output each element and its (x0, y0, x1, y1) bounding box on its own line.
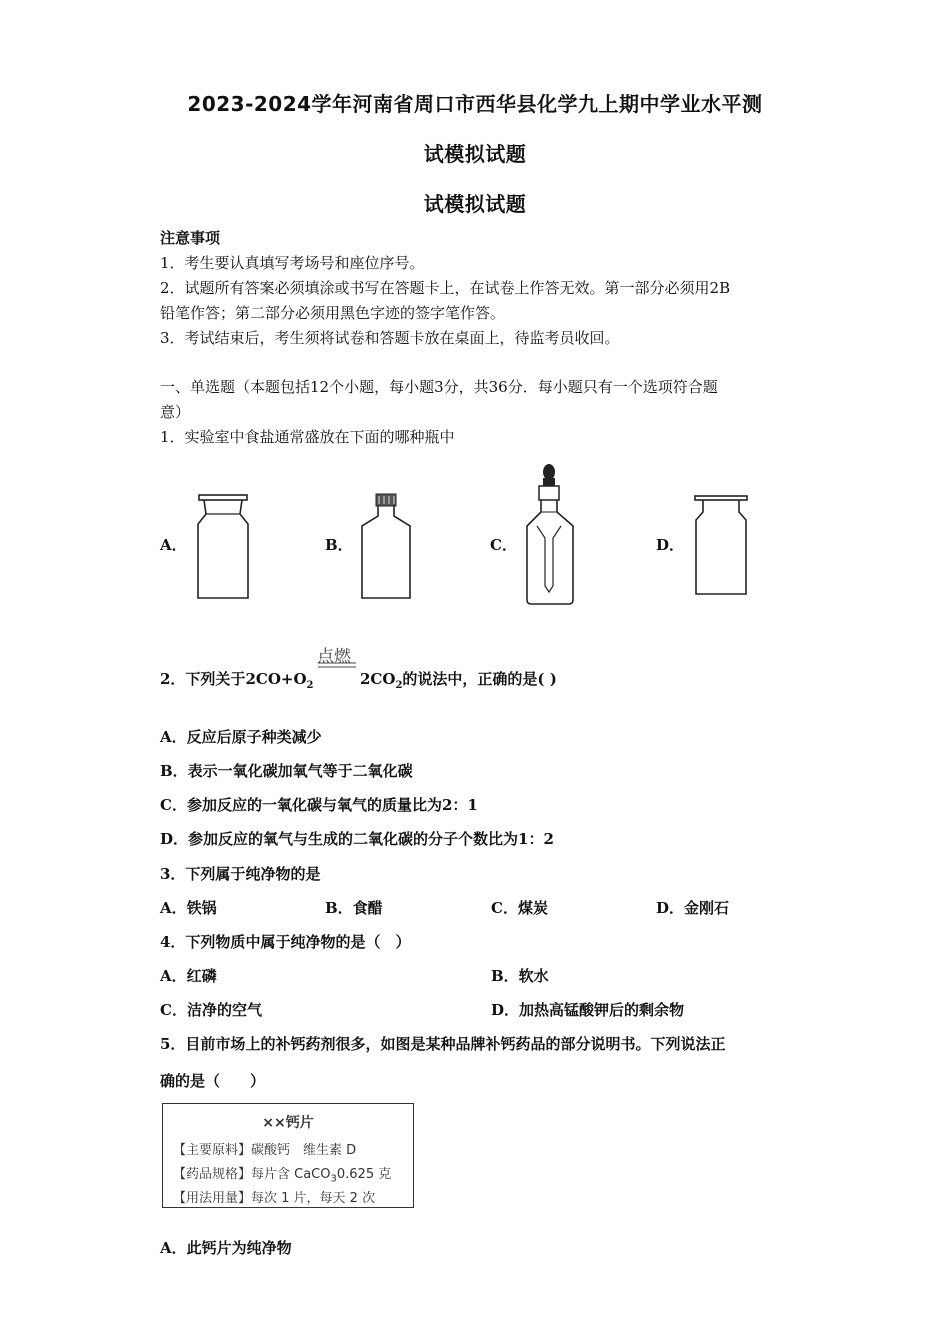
notice-item-1: 1．考生要认真填写考场号和座位序号。 (160, 254, 425, 272)
q2-product: 2CO (360, 670, 396, 688)
section-heading-b: 意） (160, 403, 191, 421)
equals-double-line-icon (318, 662, 356, 668)
q1-option-d-label: D． (656, 536, 685, 554)
q2-option-a: A．反应后原子种类减少 (160, 728, 322, 746)
q5-option-a: A．此钙片为纯净物 (160, 1239, 292, 1257)
q2-option-b: B．表示一氧化碳加氧气等于二氧化碳 (160, 762, 413, 780)
notice-heading: 注意事项 (160, 229, 221, 247)
question-4-stem: 4．下列物质中属于纯净物的是（ ） (160, 933, 411, 951)
notice-item-3: 3．考试结束后，考生须将试卷和答题卡放在桌面上，待监考员收回。 (160, 329, 620, 347)
notice-item-2a: 2．试题所有答案必须填涂或书写在答题卡上，在试卷上作答无效。第一部分必须用2B (160, 279, 731, 297)
q4-option-a: A．红磷 (160, 967, 217, 985)
q4-option-b: B．软水 (491, 967, 549, 985)
q1-option-b-label: B． (325, 536, 353, 554)
q1-option-c-label: C． (490, 536, 517, 554)
medicine-spec-amount: 0.625 克 (336, 1167, 392, 1182)
page-title-line1: 2023-2024学年河南省周口市西华县化学九上期中学业水平测 (187, 92, 763, 116)
dropper-bottle-icon (515, 460, 585, 608)
q2-o2-subscript: 2 (306, 680, 314, 691)
q4-option-d: D．加热高锰酸钾后的剩余物 (491, 1001, 685, 1019)
section-heading-a: 一、单选题（本题包括12个小题，每小题3分，共36分．每小题只有一个选项符合题 (160, 378, 718, 396)
q2-reactants: 2．下列关于2CO+O (160, 670, 307, 688)
page-title-line2: 试模拟试题 (423, 142, 527, 166)
q1-option-a-label: A． (160, 536, 187, 554)
wide-mouth-bottle-icon (190, 490, 260, 605)
medicine-label-ingredients: 【主要原料】碳酸钙 维生素 D (173, 1143, 357, 1158)
q2-option-c: C．参加反应的一氧化碳与氧气的质量比为2：1 (160, 796, 478, 814)
q2-suffix: 的说法中，正确的是( ) (402, 670, 557, 688)
q3-option-d: D．金刚石 (656, 899, 730, 917)
q4-option-c: C．洁净的空气 (160, 1001, 262, 1019)
medicine-label-spec (173, 1163, 391, 1185)
q3-option-c: C．煤炭 (491, 899, 548, 917)
question-5-stem-a: 5．目前市场上的补钙药剂很多，如图是某种品牌补钙药品的部分说明书。下列说法正 (160, 1035, 726, 1053)
medicine-spec-subscript: 3 (330, 1173, 337, 1185)
question-2-stem (160, 669, 313, 696)
question-1-stem: 1．实验室中食盐通常盛放在下面的哪种瓶中 (160, 428, 455, 446)
wide-mouth-bottle-icon (690, 490, 760, 605)
q3-option-a: A．铁锅 (160, 899, 217, 917)
notice-item-2b: 铅笔作答；第二部分必须用黑色字迹的签字笔作答。 (160, 304, 506, 322)
q3-option-b: B．食醋 (325, 899, 383, 917)
q2-product-text (360, 669, 557, 696)
medicine-label-box (162, 1103, 414, 1208)
medicine-label-dosage: 【用法用量】每次 1 片，每天 2 次 (173, 1191, 376, 1206)
narrow-mouth-bottle-icon (352, 490, 422, 605)
medicine-spec-text: 【药品规格】每片含 CaCO (173, 1167, 331, 1182)
q2-condition: 点燃 (317, 647, 351, 667)
question-3-stem: 3．下列属于纯净物的是 (160, 865, 321, 883)
q2-option-d: D．参加反应的氧气与生成的二氧化碳的分子个数比为1：2 (160, 830, 554, 848)
page-title-line3: 试模拟试题 (423, 192, 527, 216)
q2-product-subscript: 2 (395, 680, 403, 691)
question-5-stem-b: 确的是（ ） (160, 1072, 266, 1090)
medicine-label-title: ××钙片 (262, 1115, 314, 1131)
